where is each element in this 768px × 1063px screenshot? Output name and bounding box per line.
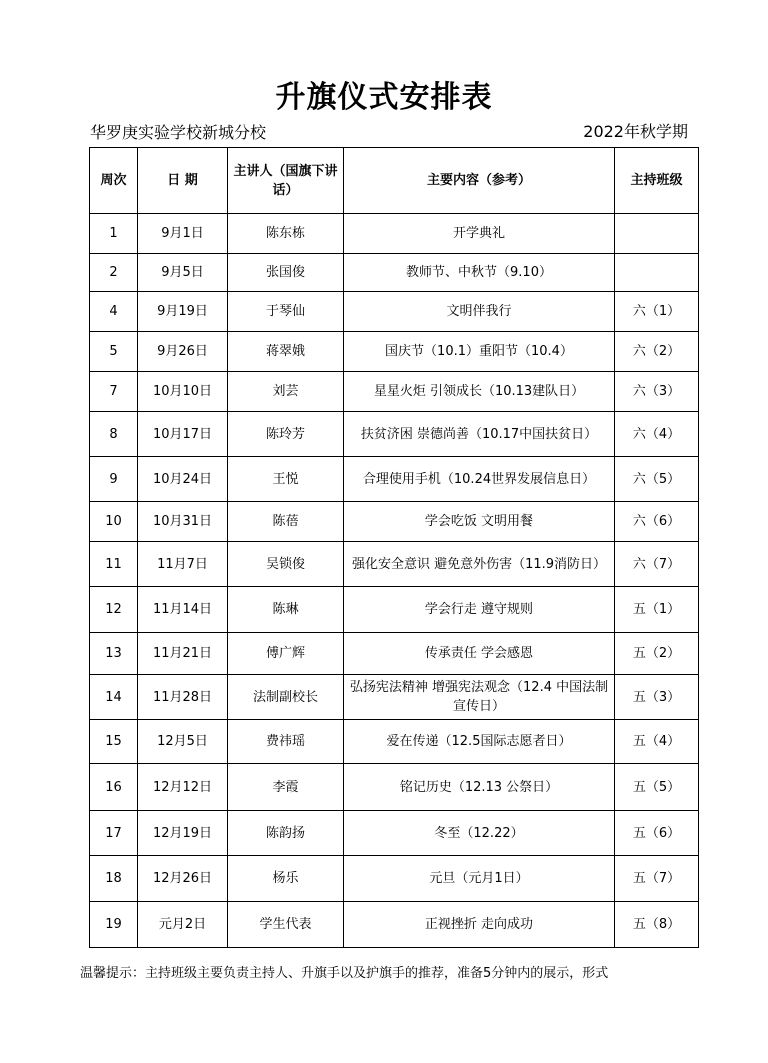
header-speaker: 主讲人（国旗下讲话） bbox=[228, 148, 344, 214]
cell-host: 六（6） bbox=[615, 502, 699, 542]
cell-speaker: 李霞 bbox=[228, 764, 344, 811]
cell-content: 爱在传递（12.5国际志愿者日） bbox=[344, 720, 615, 764]
cell-content: 正视挫折 走向成功 bbox=[344, 902, 615, 948]
table-row bbox=[90, 254, 699, 292]
cell-speaker: 学生代表 bbox=[228, 902, 344, 948]
cell-week: 13 bbox=[90, 633, 138, 675]
cell-date: 9月26日 bbox=[138, 332, 228, 372]
cell-date: 11月28日 bbox=[138, 675, 228, 720]
cell-speaker: 陈玲芳 bbox=[228, 412, 344, 457]
cell-date: 12月26日 bbox=[138, 856, 228, 902]
cell-speaker: 傅广辉 bbox=[228, 633, 344, 675]
school-name: 华罗庚实验学校新城分校 bbox=[90, 123, 267, 142]
table-row bbox=[90, 764, 699, 811]
table-row bbox=[90, 856, 699, 902]
cell-week: 4 bbox=[90, 292, 138, 332]
cell-host: 六（4） bbox=[615, 412, 699, 457]
header-date: 日 期 bbox=[138, 148, 228, 214]
cell-speaker: 陈东栋 bbox=[228, 214, 344, 254]
cell-content: 传承责任 学会感恩 bbox=[344, 633, 615, 675]
header-host: 主持班级 bbox=[615, 148, 699, 214]
cell-speaker: 刘芸 bbox=[228, 372, 344, 412]
cell-host: 六（5） bbox=[615, 457, 699, 502]
cell-content: 文明伴我行 bbox=[344, 292, 615, 332]
table-row bbox=[90, 633, 699, 675]
cell-week: 12 bbox=[90, 587, 138, 633]
cell-week: 10 bbox=[90, 502, 138, 542]
cell-week: 16 bbox=[90, 764, 138, 811]
cell-week: 15 bbox=[90, 720, 138, 764]
table-row bbox=[90, 214, 699, 254]
cell-week: 8 bbox=[90, 412, 138, 457]
cell-speaker: 费祎瑶 bbox=[228, 720, 344, 764]
cell-speaker: 法制副校长 bbox=[228, 675, 344, 720]
table-row bbox=[90, 675, 699, 720]
table-row bbox=[90, 902, 699, 948]
cell-content: 扶贫济困 崇德尚善（10.17中国扶贫日） bbox=[344, 412, 615, 457]
cell-speaker: 陈蓓 bbox=[228, 502, 344, 542]
cell-host bbox=[615, 254, 699, 292]
table-header-row bbox=[90, 148, 699, 214]
cell-week: 1 bbox=[90, 214, 138, 254]
cell-week: 9 bbox=[90, 457, 138, 502]
cell-week: 5 bbox=[90, 332, 138, 372]
cell-speaker: 吴锁俊 bbox=[228, 542, 344, 587]
cell-content: 弘扬宪法精神 增强宪法观念（12.4 中国法制宣传日） bbox=[344, 675, 615, 720]
cell-content: 国庆节（10.1）重阳节（10.4） bbox=[344, 332, 615, 372]
table-row bbox=[90, 720, 699, 764]
cell-speaker: 蒋翠娥 bbox=[228, 332, 344, 372]
cell-speaker: 张国俊 bbox=[228, 254, 344, 292]
page-title: 升旗仪式安排表 bbox=[275, 80, 493, 115]
cell-host: 五（2） bbox=[615, 633, 699, 675]
table-row bbox=[90, 457, 699, 502]
table-row bbox=[90, 811, 699, 856]
table-row bbox=[90, 502, 699, 542]
footer-note: 温馨提示：主持班级主要负责主持人、升旗手以及护旗手的推荐，准备5分钟内的展示，形式 bbox=[80, 966, 609, 981]
cell-host: 五（1） bbox=[615, 587, 699, 633]
cell-host: 五（3） bbox=[615, 675, 699, 720]
cell-speaker: 于琴仙 bbox=[228, 292, 344, 332]
cell-date: 9月1日 bbox=[138, 214, 228, 254]
cell-date: 9月5日 bbox=[138, 254, 228, 292]
cell-date: 11月14日 bbox=[138, 587, 228, 633]
cell-speaker: 陈韵扬 bbox=[228, 811, 344, 856]
cell-host bbox=[615, 214, 699, 254]
cell-date: 11月21日 bbox=[138, 633, 228, 675]
cell-speaker: 王悦 bbox=[228, 457, 344, 502]
cell-host: 五（6） bbox=[615, 811, 699, 856]
cell-date: 11月7日 bbox=[138, 542, 228, 587]
table-row bbox=[90, 372, 699, 412]
cell-host: 五（5） bbox=[615, 764, 699, 811]
cell-date: 12月19日 bbox=[138, 811, 228, 856]
table-row bbox=[90, 587, 699, 633]
cell-date: 10月17日 bbox=[138, 412, 228, 457]
cell-date: 12月12日 bbox=[138, 764, 228, 811]
cell-host: 六（1） bbox=[615, 292, 699, 332]
cell-date: 12月5日 bbox=[138, 720, 228, 764]
cell-content: 合理使用手机（10.24世界发展信息日） bbox=[344, 457, 615, 502]
cell-content: 开学典礼 bbox=[344, 214, 615, 254]
table-row bbox=[90, 412, 699, 457]
cell-host: 六（3） bbox=[615, 372, 699, 412]
header-content: 主要内容（参考） bbox=[344, 148, 615, 214]
cell-week: 11 bbox=[90, 542, 138, 587]
cell-week: 17 bbox=[90, 811, 138, 856]
cell-date: 10月24日 bbox=[138, 457, 228, 502]
cell-date: 10月31日 bbox=[138, 502, 228, 542]
cell-week: 19 bbox=[90, 902, 138, 948]
cell-content: 星星火炬 引领成长（10.13建队日） bbox=[344, 372, 615, 412]
cell-week: 18 bbox=[90, 856, 138, 902]
cell-date: 9月19日 bbox=[138, 292, 228, 332]
cell-content: 冬至（12.22） bbox=[344, 811, 615, 856]
header-week: 周次 bbox=[90, 148, 138, 214]
cell-speaker: 杨乐 bbox=[228, 856, 344, 902]
cell-content: 铭记历史（12.13 公祭日） bbox=[344, 764, 615, 811]
cell-content: 学会吃饭 文明用餐 bbox=[344, 502, 615, 542]
cell-date: 元月2日 bbox=[138, 902, 228, 948]
schedule-table bbox=[89, 147, 699, 948]
cell-content: 强化安全意识 避免意外伤害（11.9消防日） bbox=[344, 542, 615, 587]
cell-week: 2 bbox=[90, 254, 138, 292]
table-row bbox=[90, 542, 699, 587]
table-row bbox=[90, 292, 699, 332]
cell-host: 五（7） bbox=[615, 856, 699, 902]
cell-host: 六（2） bbox=[615, 332, 699, 372]
cell-week: 7 bbox=[90, 372, 138, 412]
cell-week: 14 bbox=[90, 675, 138, 720]
cell-host: 五（4） bbox=[615, 720, 699, 764]
cell-speaker: 陈琳 bbox=[228, 587, 344, 633]
cell-content: 教师节、中秋节（9.10） bbox=[344, 254, 615, 292]
cell-content: 元旦（元月1日） bbox=[344, 856, 615, 902]
cell-host: 五（8） bbox=[615, 902, 699, 948]
table-row bbox=[90, 332, 699, 372]
cell-date: 10月10日 bbox=[138, 372, 228, 412]
cell-host: 六（7） bbox=[615, 542, 699, 587]
cell-content: 学会行走 遵守规则 bbox=[344, 587, 615, 633]
term-label: 2022年秋学期 bbox=[583, 122, 688, 141]
